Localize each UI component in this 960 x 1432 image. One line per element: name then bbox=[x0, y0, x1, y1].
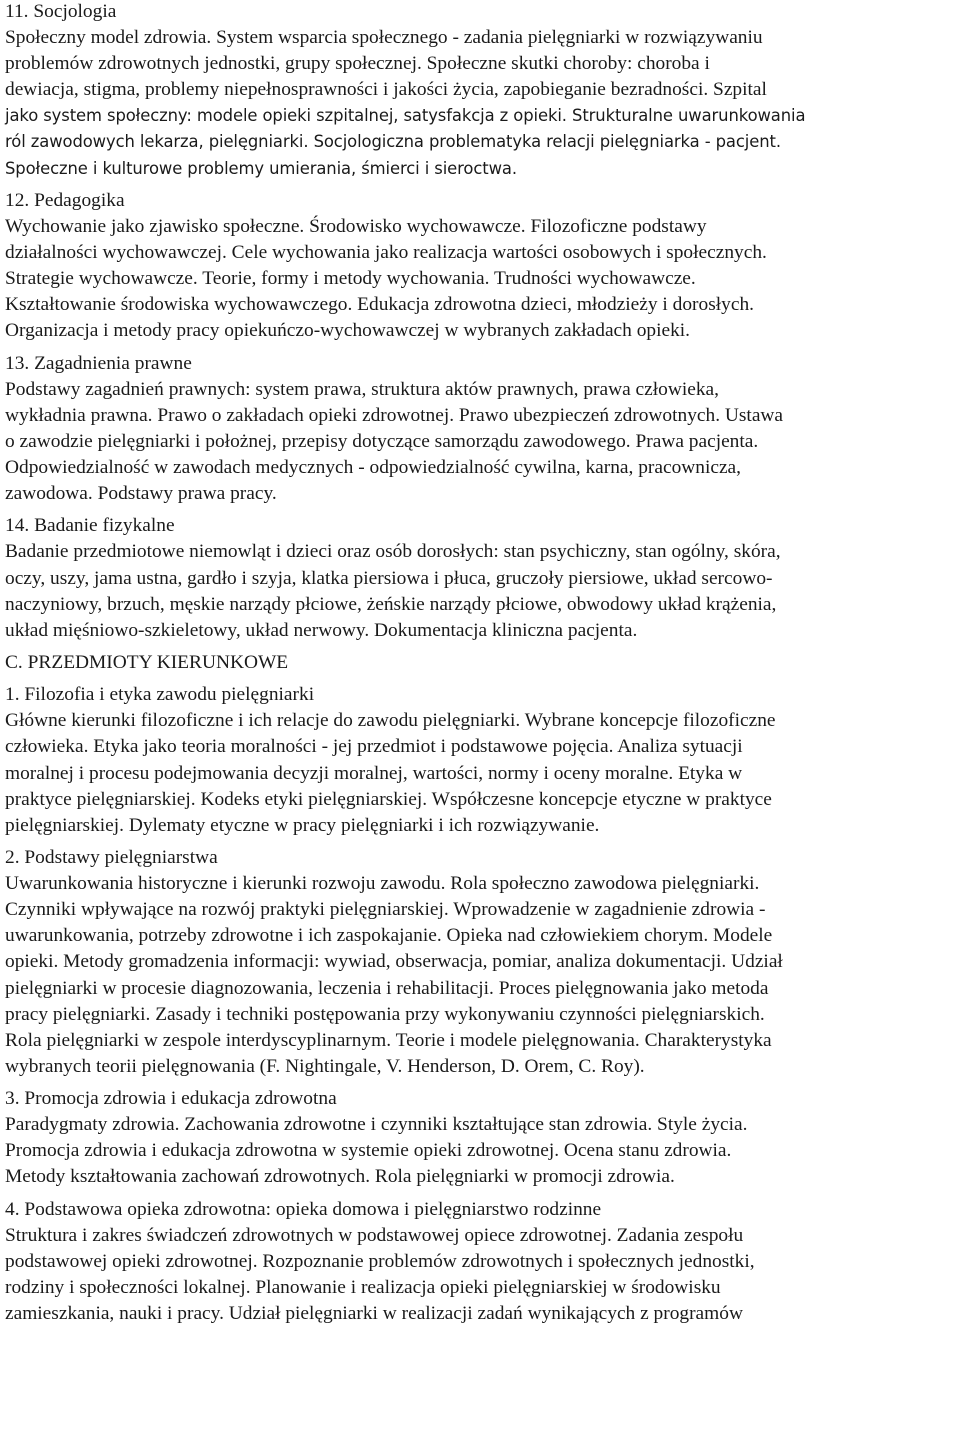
paragraph-line: pracy pielęgniarki. Zasady i techniki postępowania przy wykonywaniu czynności pielęgniarskich. bbox=[5, 1003, 765, 1025]
section-body bbox=[5, 25, 958, 182]
section-body bbox=[5, 871, 958, 1080]
paragraph-line: układ mięśniowo-szkieletowy, układ nerwowy. Dokumentacja kliniczna pacjenta. bbox=[5, 619, 638, 641]
paragraph-line: podstawowej opieki zdrowotnej. Rozpoznanie problemów zdrowotnych i społecznych jednostki, bbox=[5, 1250, 755, 1272]
section-body bbox=[5, 214, 958, 344]
paragraph-line: rodziny i społeczności lokalnej. Planowanie i realizacja opieki pielęgniarskiej w środowisku bbox=[5, 1276, 721, 1298]
paragraph-line: problemów zdrowotnych jednostki, grupy społecznej. Społeczne skutki choroby: choroba i bbox=[5, 53, 710, 75]
document-section bbox=[5, 845, 958, 1080]
paragraph-line: ról zawodowych lekarza, pielęgniarki. Socjologiczna problematyka relacji pielęgniarka - pacjent. bbox=[5, 132, 781, 152]
document-section bbox=[5, 682, 958, 839]
paragraph-line: wybranych teorii pielęgnowania (F. Nightingale, V. Henderson, D. Orem, C. Roy). bbox=[5, 1055, 645, 1077]
document-section bbox=[5, 188, 958, 345]
paragraph-line: Organizacja i metody pracy opiekuńczo-wychowawczej w wybranych zakładach opieki. bbox=[5, 320, 691, 342]
paragraph-line: Uwarunkowania historyczne i kierunki rozwoju zawodu. Rola społeczno zawodowa pielęgniarki. bbox=[5, 873, 760, 895]
document-section bbox=[5, 0, 958, 182]
paragraph-line: Wychowanie jako zjawisko społeczne. Środowisko wychowawcze. Filozoficzne podstawy bbox=[5, 215, 707, 237]
section-heading: 11. Socjologia bbox=[5, 1, 117, 22]
document-section bbox=[5, 650, 958, 676]
section-heading: 14. Badanie fizykalne bbox=[5, 515, 175, 537]
paragraph-line: pielęgniarskiej. Dylematy etyczne w pracy pielęgniarki i ich rozwiązywanie. bbox=[5, 814, 600, 836]
section-heading: 13. Zagadnienia prawne bbox=[5, 352, 192, 374]
paragraph-line: zamieszkania, nauki i pracy. Udział pielęgniarki w realizacji zadań wynikających z programów bbox=[5, 1303, 743, 1324]
document-section bbox=[5, 351, 958, 508]
paragraph-line: Społeczne i kulturowe problemy umierania, śmierci i sieroctwa. bbox=[5, 158, 517, 178]
paragraph-line: człowieka. Etyka jako teoria moralności - jej przedmiot i podstawowe pojęcia. Analiza sytuacji bbox=[5, 736, 743, 758]
section-heading: 2. Podstawy pielęgniarstwa bbox=[5, 847, 218, 869]
paragraph-line: Czynniki wpływające na rozwój praktyki pielęgniarskiej. Wprowadzenie w zagadnienie zdrowia - bbox=[5, 899, 766, 921]
section-heading: C. PRZEDMIOTY KIERUNKOWE bbox=[5, 652, 289, 673]
paragraph-line: oczy, uszy, jama ustna, gardło i szyja, klatka piersiowa i płuca, gruczoły piersiowe, układ sercowo- bbox=[5, 567, 773, 589]
paragraph-line: Kształtowanie środowiska wychowawczego. Edukacja zdrowotna dzieci, młodzieży i dorosłych. bbox=[5, 294, 754, 316]
section-body bbox=[5, 1223, 958, 1327]
section-heading: 4. Podstawowa opieka zdrowotna: opieka domowa i pielęgniarstwo rodzinne bbox=[5, 1198, 602, 1220]
paragraph-line: Główne kierunki filozoficzne i ich relacje do zawodu pielęgniarki. Wybrane koncepcje filozoficzne bbox=[5, 710, 776, 732]
document-section bbox=[5, 1086, 958, 1190]
paragraph-line: naczyniowy, brzuch, męskie narządy płciowe, żeńskie narządy płciowe, obwodowy układ krążenia, bbox=[5, 593, 777, 615]
paragraph-line: opieki. Metody gromadzenia informacji: wywiad, obserwacja, pomiar, analiza dokumentacji. Udział bbox=[5, 951, 783, 973]
paragraph-line: Strategie wychowawcze. Teorie, formy i metody wychowania. Trudności wychowawcze. bbox=[5, 268, 696, 290]
paragraph-line: pielęgniarki w procesie diagnozowania, leczenia i rehabilitacji. Proces pielęgnowania jako metoda bbox=[5, 977, 769, 999]
section-heading: 12. Pedagogika bbox=[5, 189, 125, 211]
section-heading: 3. Promocja zdrowia i edukacja zdrowotna bbox=[5, 1088, 337, 1110]
paragraph-line: Społeczny model zdrowia. System wsparcia społecznego - zadania pielęgniarki w rozwiązywaniu bbox=[5, 27, 763, 49]
paragraph-line: praktyce pielęgniarskiej. Kodeks etyki pielęgniarskiej. Współczesne koncepcje etyczne w praktyce bbox=[5, 788, 772, 810]
section-heading: 1. Filozofia i etyka zawodu pielęgniarki bbox=[5, 684, 315, 706]
paragraph-line: Badanie przedmiotowe niemowląt i dzieci oraz osób dorosłych: stan psychiczny, stan ogólny, skóra, bbox=[5, 541, 781, 563]
paragraph-line: jako system społeczny: modele opieki szpitalnej, satysfakcja z opieki. Strukturalne uwarunkowania bbox=[5, 106, 806, 126]
paragraph-line: o zawodzie pielęgniarki i położnej, przepisy dotyczące samorządu zawodowego. Prawa pacjenta. bbox=[5, 430, 759, 452]
section-body bbox=[5, 1112, 958, 1190]
section-body bbox=[5, 377, 958, 507]
paragraph-line: Podstawy zagadnień prawnych: system prawa, struktura aktów prawnych, prawa człowieka, bbox=[5, 378, 719, 400]
paragraph-line: moralnej i procesu podejmowania decyzji moralnej, wartości, normy i oceny moralne. Etyka w bbox=[5, 762, 743, 784]
section-body bbox=[5, 708, 958, 838]
paragraph-line: Odpowiedzialność w zawodach medycznych - odpowiedzialność cywilna, karna, pracownicza, bbox=[5, 456, 742, 478]
paragraph-line: uwarunkowania, potrzeby zdrowotne i ich zaspokajanie. Opieka nad człowiekiem chorym. Modele bbox=[5, 925, 773, 947]
paragraph-line: Promocja zdrowia i edukacja zdrowotna w systemie opieki zdrowotnej. Ocena stanu zdrowia. bbox=[5, 1140, 732, 1162]
paragraph-line: wykładnia prawna. Prawo o zakładach opieki zdrowotnej. Prawo ubezpieczeń zdrowotnych. Ustawa bbox=[5, 404, 784, 426]
paragraph-line: dewiacja, stigma, problemy niepełnosprawności i jakości życia, zapobieganie bezradności. Szpital bbox=[5, 79, 767, 101]
section-body bbox=[5, 539, 958, 643]
paragraph-line: Metody kształtowania zachowań zdrowotnych. Rola pielęgniarki w promocji zdrowia. bbox=[5, 1166, 675, 1188]
document-section bbox=[5, 1197, 958, 1327]
paragraph-line: działalności wychowawczej. Cele wychowania jako realizacja wartości osobowych i społecznych. bbox=[5, 242, 767, 264]
paragraph-line: zawodowa. Podstawy prawa pracy. bbox=[5, 483, 277, 505]
paragraph-line: Rola pielęgniarki w zespole interdyscyplinarnym. Teorie i modele pielęgnowania. Charakterystyka bbox=[5, 1029, 772, 1051]
paragraph-line: Struktura i zakres świadczeń zdrowotnych w podstawowej opiece zdrowotnej. Zadania zespołu bbox=[5, 1224, 744, 1246]
paragraph-line: Paradygmaty zdrowia. Zachowania zdrowotne i czynniki kształtujące stan zdrowia. Style życia. bbox=[5, 1114, 748, 1136]
document-section bbox=[5, 513, 958, 643]
